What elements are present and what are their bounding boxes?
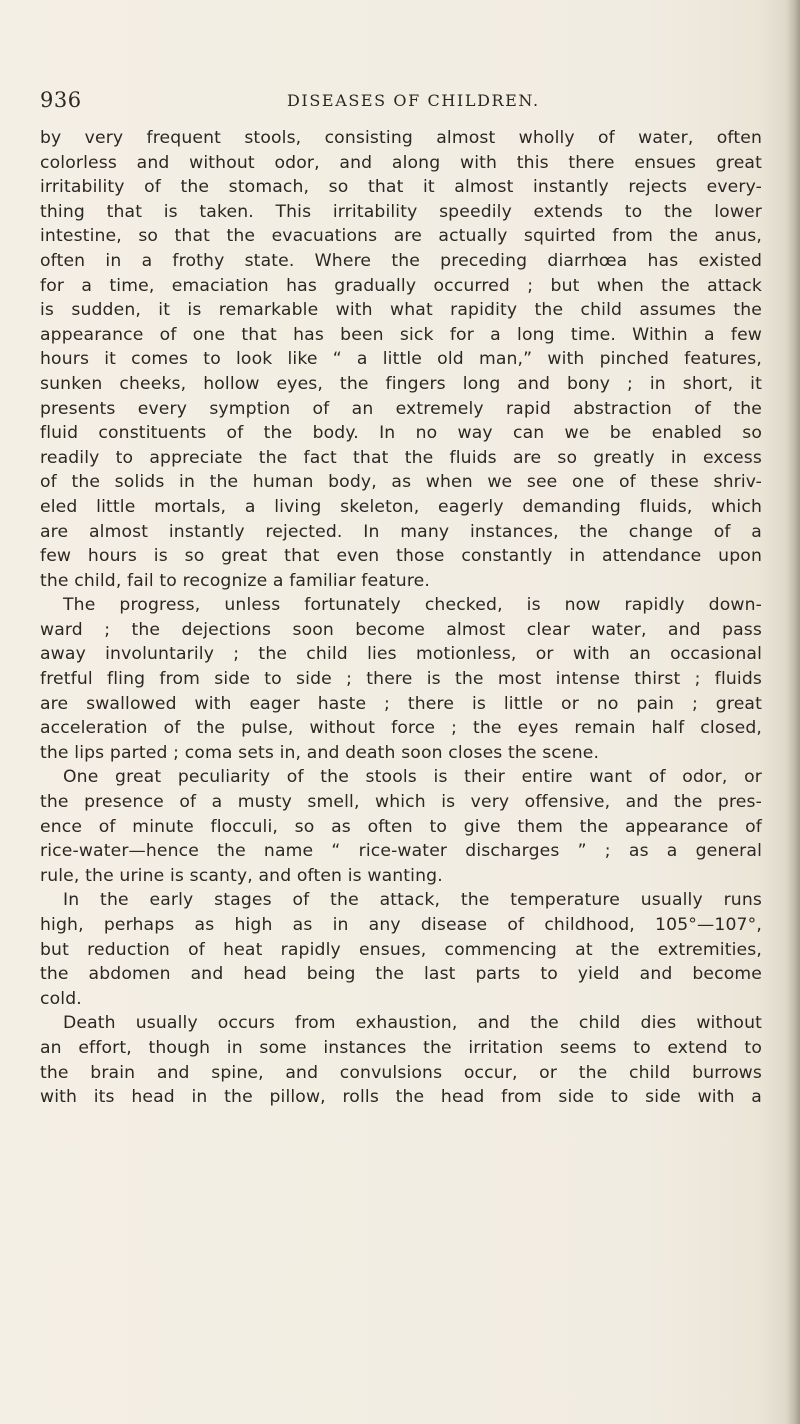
text-line: but reduction of heat rapidly ensues, commencing at the extremities, bbox=[40, 939, 762, 960]
text-line: an effort, though in some instances the irritation seems to extend to bbox=[40, 1037, 762, 1058]
text-line: acceleration of the pulse, without force ; the eyes remain half closed, bbox=[40, 718, 762, 739]
text-line: fretful fling from side to side ; there is the most intense thirst ; fluids bbox=[40, 669, 762, 690]
text-line: appearance of one that has been sick for a long time. Within a few bbox=[40, 324, 762, 345]
text-line: presents every symption of an extremely rapid abstraction of the bbox=[40, 398, 762, 419]
text-line: ence of minute flocculi, so as often to give them the appearance of bbox=[40, 816, 762, 837]
text-line: The progress, unless fortunately checked, is now rapidly down- bbox=[63, 595, 762, 616]
text-line: away involuntarily ; the child lies motionless, or with an occasional bbox=[40, 644, 762, 665]
text-line: by very frequent stools, consisting almost wholly of water, often bbox=[40, 128, 762, 148]
text-line: readily to appreciate the fact that the fluids are so greatly in excess bbox=[40, 447, 762, 468]
text-line: the brain and spine, and convulsions occur, or the child burrows bbox=[40, 1062, 762, 1083]
text-line: intestine, so that the evacuations are actually squirted from the anus, bbox=[40, 226, 762, 247]
text-line: thing that is taken. This irritability speedily extends to the lower bbox=[40, 201, 762, 222]
text-line: of the solids in the human body, as when we see one of these shriv- bbox=[40, 472, 762, 493]
text-line: sunken cheeks, hollow eyes, the fingers long and bony ; in short, it bbox=[40, 373, 762, 394]
text-line: often in a frothy state. Where the preceding diarrhœa has existed bbox=[40, 250, 762, 271]
text-line: In the early stages of the attack, the temperature usually runs bbox=[63, 890, 762, 911]
text-line: cold. bbox=[40, 988, 82, 1009]
page-number: 936 bbox=[40, 88, 82, 112]
text-line: rice-water—hence the name “ rice-water discharges ” ; as a general bbox=[40, 841, 762, 862]
text-line: rule, the urine is scanty, and often is wanting. bbox=[40, 865, 443, 886]
running-title: DISEASES OF CHILDREN. bbox=[287, 91, 540, 110]
text-line: the abdomen and head being the last parts to yield and become bbox=[40, 964, 762, 985]
text-line: is sudden, it is remarkable with what rapidity the child assumes the bbox=[40, 300, 762, 321]
text-line: the child, fail to recognize a familiar feature. bbox=[40, 570, 431, 591]
text-line: ward ; the dejections soon become almost clear water, and pass bbox=[40, 619, 762, 640]
text-line: irritability of the stomach, so that it almost instantly rejects every- bbox=[40, 177, 762, 198]
text-line: the presence of a musty smell, which is very offensive, and the pres- bbox=[40, 792, 762, 813]
page-edge-shadow bbox=[786, 0, 800, 1424]
text-line: colorless and without odor, and along with this there ensues great bbox=[40, 152, 762, 173]
text-line: for a time, emaciation has gradually occurred ; but when the attack bbox=[40, 275, 762, 296]
text-line: few hours is so great that even those constantly in attendance upon bbox=[40, 546, 762, 567]
text-line: are almost instantly rejected. In many instances, the change of a bbox=[40, 521, 762, 542]
text-line: Death usually occurs from exhaustion, and the child dies without bbox=[63, 1013, 762, 1034]
text-line: hours it comes to look like “ a little old man,” with pinched features, bbox=[40, 349, 762, 370]
text-line: fluid constituents of the body. In no way can we be enabled so bbox=[40, 423, 762, 444]
text-line: are swallowed with eager haste ; there is little or no pain ; great bbox=[40, 693, 762, 714]
text-line: the lips parted ; coma sets in, and death soon closes the scene. bbox=[40, 742, 600, 763]
text-line: with its head in the pillow, rolls the head from side to side with a bbox=[40, 1087, 762, 1108]
page-header bbox=[40, 88, 760, 118]
body-text bbox=[40, 126, 762, 1110]
text-line: high, perhaps as high as in any disease of childhood, 105°—107°, bbox=[40, 915, 762, 935]
text-line: One great peculiarity of the stools is their entire want of odor, or bbox=[63, 767, 762, 788]
text-line: eled little mortals, a living skeleton, eagerly demanding fluids, which bbox=[40, 496, 762, 517]
